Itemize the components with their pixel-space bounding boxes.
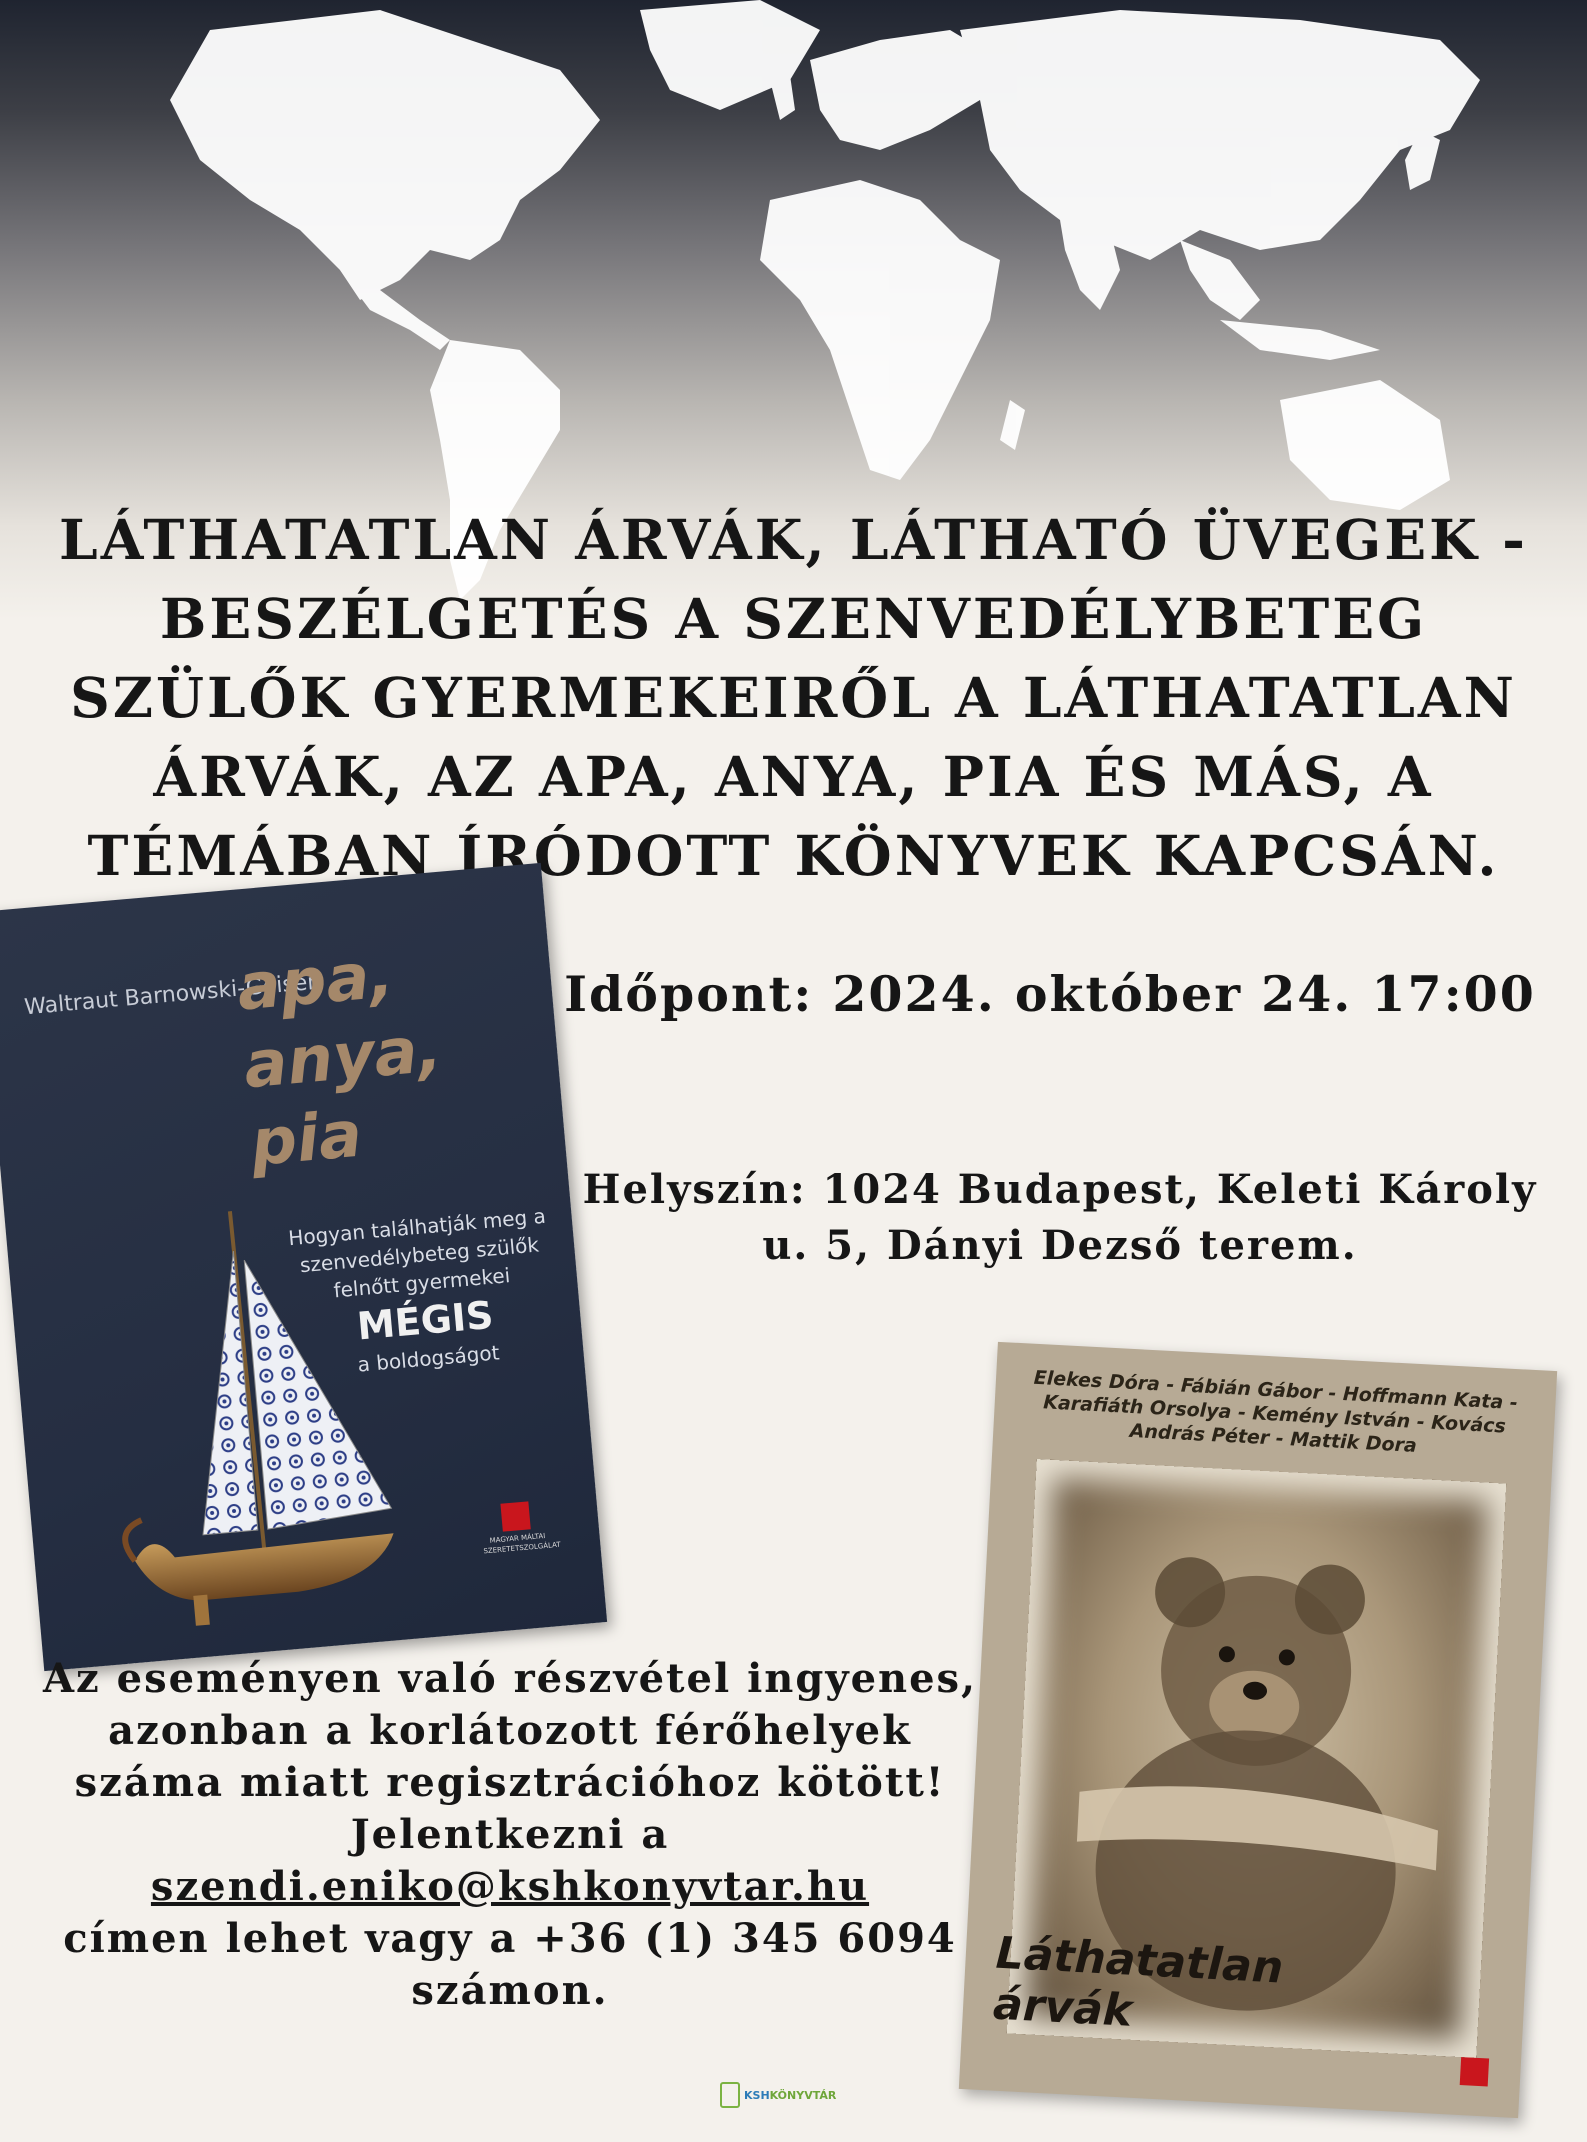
maltese-cross-icon bbox=[500, 1501, 530, 1531]
book-cover-lathatatlan-arvak bbox=[959, 1342, 1557, 2118]
registration-phone-text: címen lehet vagy a +36 (1) 345 6094 számon. bbox=[63, 1915, 957, 2014]
event-title: LÁTHATATLAN ÁRVÁK, LÁTHATÓ ÜVEGEK - BESZÉLGETÉS A SZENVEDÉLYBETEG SZÜLŐK GYERMEKEIRŐL A LÁTHATATLAN ÁRVÁK, AZ APA, ANYA, PIA ÉS MÁS, A TÉMÁBAN ÍRÓDOTT KÖNYVEK KAPCSÁN. bbox=[59, 507, 1528, 888]
book2-authors: Elekes Dóra - Fábián Gábor - Hoffmann Kata - Karafiáth Orsolya - Kemény István - Kovács András Péter - Mattik Dora bbox=[1033, 1366, 1519, 1457]
maltese-cross-icon bbox=[1459, 2057, 1489, 2090]
registration-info bbox=[40, 1653, 980, 2017]
registration-email-link[interactable]: szendi.eniko@kshkonyvtar.hu bbox=[150, 1863, 870, 1910]
registration-text: Az eseményen való részvétel ingyenes, azonban a korlátozott férőhelyek száma miatt regisztrációhoz kötött! Jelentkezni a bbox=[42, 1655, 978, 1858]
library-logo-icon bbox=[720, 2082, 740, 2108]
book1-author: Waltraut Barnowski-Geiser bbox=[23, 969, 318, 1021]
publisher-logo: MAGYAR MÁLTAI SZERETETSZOLGÁLAT bbox=[480, 1500, 554, 1557]
event-datetime: Időpont: 2024. október 24. 17:00 bbox=[564, 965, 1536, 1023]
book1-subtitle-emphasis: MÉGIS bbox=[355, 1292, 496, 1349]
ksh-konyvtar-logo: KSHKÖNYVTÁR bbox=[720, 2082, 836, 2108]
book1-subtitle: Hogyan találhatják meg a szenvedélybeteg szülők felnőtt gyermekei MÉGIS a boldogságot bbox=[286, 1202, 559, 1384]
book1-title: apa, anya, pia bbox=[234, 938, 445, 1181]
book2-title: Láthatatlan árvák bbox=[991, 1927, 1285, 2037]
book-cover-apa-anya-pia bbox=[0, 863, 607, 1671]
event-venue: Helyszín: 1024 Budapest, Keleti Károly u. 5, Dányi Dezső terem. bbox=[582, 1166, 1538, 1269]
